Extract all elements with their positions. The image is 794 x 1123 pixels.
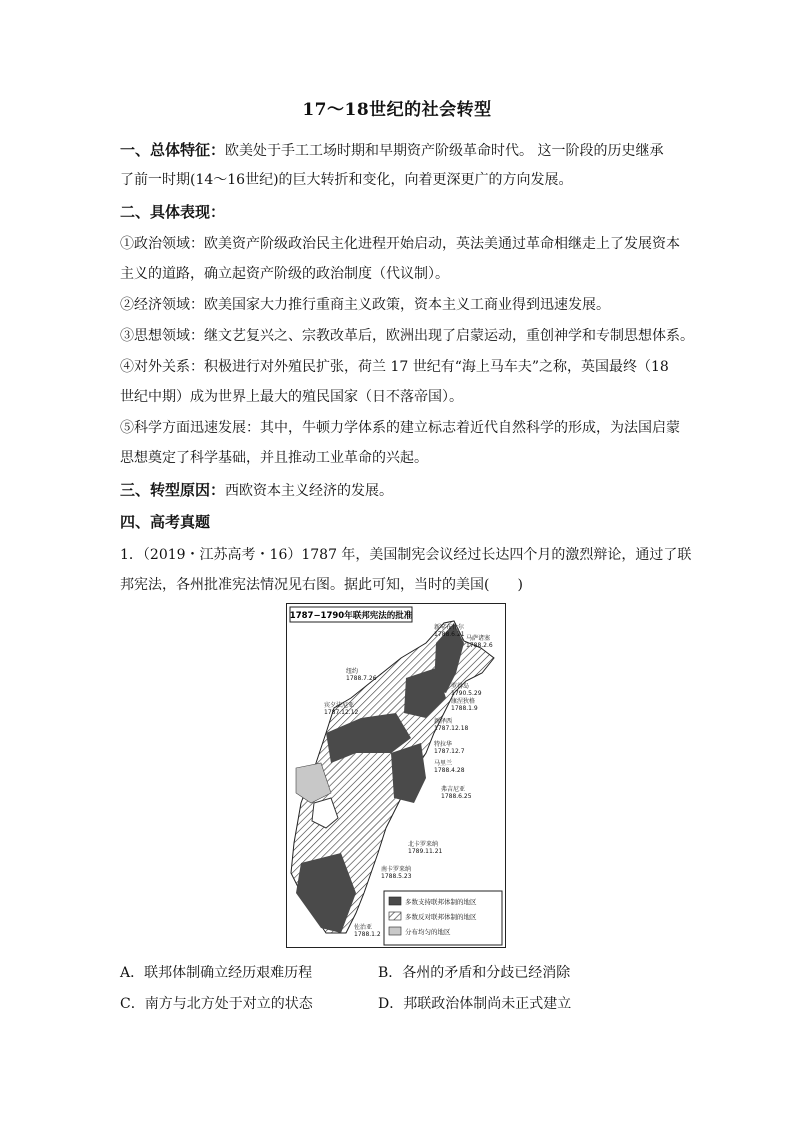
section-2-heading: 二、具体表现： bbox=[120, 203, 226, 221]
label-ga-date: 1788.1.2 bbox=[354, 931, 381, 938]
label-ri-name: 罗得岛 bbox=[451, 683, 470, 690]
option-b: B．各州的矛盾和分歧已经消除 bbox=[378, 965, 571, 981]
item-4-line-1: ④对外关系：积极进行对外殖民扩张，荷兰 17 世纪有“海上马车夫”之称，英国最终（18 bbox=[120, 359, 669, 375]
label-nh-name: 新罕布什尔 bbox=[434, 624, 465, 631]
label-nc-name: 北卡罗来纳 bbox=[408, 841, 439, 848]
section-3-text: 西欧资本主义经济的发展。 bbox=[225, 483, 394, 499]
ratification-map bbox=[286, 603, 506, 948]
label-md-name: 马里兰 bbox=[434, 760, 453, 767]
section-3-line bbox=[120, 480, 690, 501]
label-sc-date: 1788.5.23 bbox=[381, 873, 412, 880]
label-de-name: 特拉华 bbox=[434, 741, 453, 748]
label-nj-date: 1787.12.18 bbox=[434, 725, 469, 732]
label-va-date: 1788.6.25 bbox=[441, 793, 472, 800]
item-1-line-1: ①政治领域：欧美资产阶级政治民主化进程开始启动，英法美通过革命相继走上了发展资本 bbox=[120, 236, 680, 252]
map-title: 1787−1790年联邦宪法的批准 bbox=[289, 611, 413, 621]
question-line-2: 邦宪法，各州批准宪法情况见右图。据此可知，当时的美国( ) bbox=[120, 577, 523, 593]
label-ri-date: 1790.5.29 bbox=[451, 690, 482, 697]
section-1-line-2: 了前一时期(14～16世纪)的巨大转折和变化，向着更深更广的方向发展。 bbox=[120, 172, 573, 188]
label-nj-name: 新泽西 bbox=[434, 718, 453, 725]
question-line-1: 1．（2019・江苏高考・16）1787 年，美国制宪会议经过长达四个月的激烈辩论，通过了联 bbox=[120, 547, 692, 563]
section-1-text: 欧美处于手工工场时期和早期资产阶级革命时代。 这一阶段的历史继承 bbox=[225, 143, 664, 159]
item-5-line-1: ⑤科学方面迅速发展：其中，牛顿力学体系的建立标志着近代自然科学的形成，为法国启蒙 bbox=[120, 420, 680, 436]
label-ct-date: 1788.1.9 bbox=[451, 705, 478, 712]
legend-mixed: 分布均匀的地区 bbox=[405, 928, 451, 936]
section-4-heading: 四、高考真题 bbox=[120, 513, 211, 531]
option-a: A．联邦体制确立经历艰难历程 bbox=[120, 965, 313, 981]
label-ny-date: 1788.7.26 bbox=[346, 675, 377, 682]
label-pa-date: 1787.12.12 bbox=[324, 709, 359, 716]
label-nh-date: 1788.6.21 bbox=[434, 631, 465, 638]
item-3: ③思想领域：继文艺复兴之、宗教改革后，欧洲出现了启蒙运动，重创神学和专制思想体系。 bbox=[120, 328, 694, 344]
item-2: ②经济领域：欧美国家大力推行重商主义政策，资本主义工商业得到迅速发展。 bbox=[120, 297, 610, 313]
label-sc-name: 南卡罗来纳 bbox=[381, 866, 412, 873]
label-md-date: 1788.4.28 bbox=[434, 767, 465, 774]
item-5-line-2: 思想奠定了科学基础，并且推动工业革命的兴起。 bbox=[120, 450, 428, 466]
label-de-date: 1787.12.7 bbox=[434, 748, 465, 755]
section-3-heading: 三、转型原因： bbox=[120, 481, 226, 499]
label-ma-name: 马萨诸塞 bbox=[466, 635, 491, 642]
item-1-line-2: 主义的道路，确立起资产阶级的政治制度（代议制）。 bbox=[120, 266, 449, 282]
option-d: D．邦联政治体制尚未正式建立 bbox=[378, 996, 572, 1012]
item-4-line-2: 世纪中期）成为世界上最大的殖民国家（日不落帝国）。 bbox=[120, 389, 463, 405]
label-nc-date: 1789.11.21 bbox=[408, 848, 443, 855]
label-ny-name: 纽约 bbox=[346, 668, 359, 675]
legend-oppose: 多数反对联邦体制的地区 bbox=[405, 913, 477, 921]
label-ma-date: 1788.2.6 bbox=[466, 642, 493, 649]
legend-support: 多数支持联邦体制的地区 bbox=[405, 898, 477, 906]
option-c: C．南方与北方处于对立的状态 bbox=[120, 996, 313, 1012]
page-title: 17～18世纪的社会转型 bbox=[302, 100, 492, 120]
section-1-line-1 bbox=[120, 140, 690, 161]
section-1-heading: 一、总体特征： bbox=[120, 141, 226, 159]
label-pa-name: 宾夕法尼亚 bbox=[324, 702, 355, 709]
label-va-name: 弗吉尼亚 bbox=[441, 786, 466, 793]
label-ga-name: 佐治亚 bbox=[354, 924, 373, 931]
label-ct-name: 康涅狄格 bbox=[451, 698, 476, 705]
